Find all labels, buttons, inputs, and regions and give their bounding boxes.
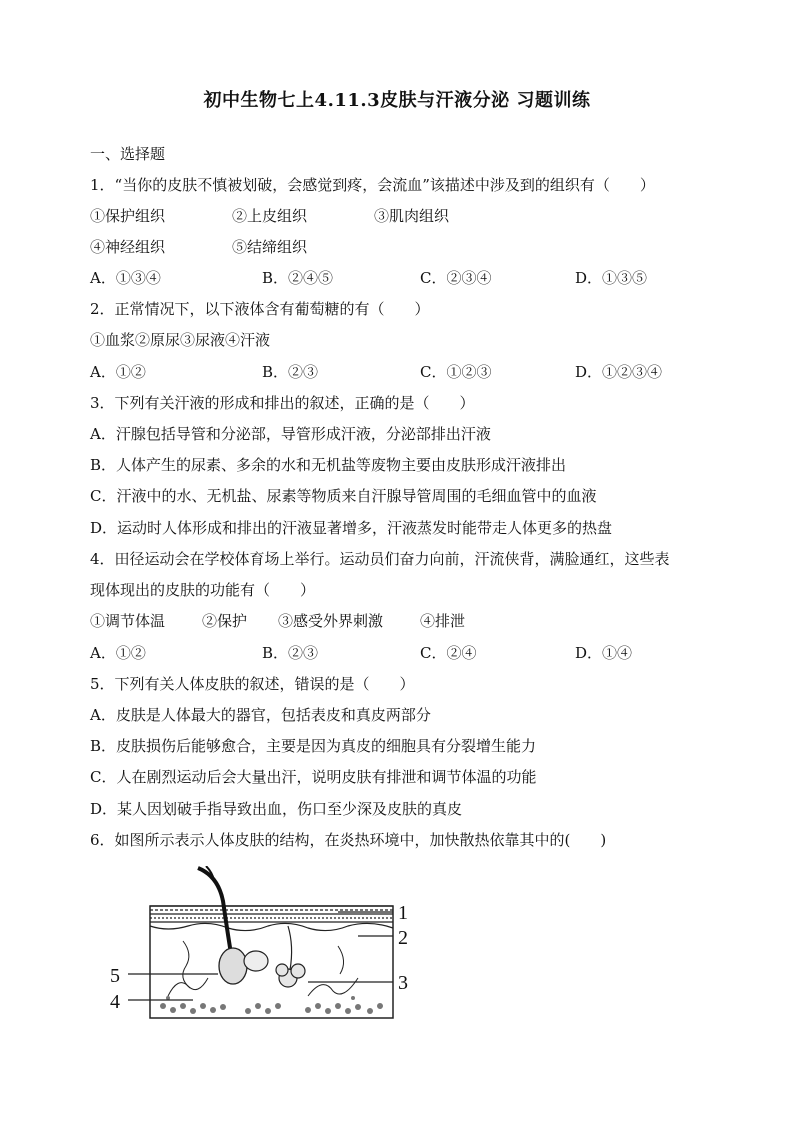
q4-option-d[interactable]: D．①④ bbox=[575, 644, 633, 662]
q2-option-b[interactable]: B．②③ bbox=[262, 363, 319, 381]
q4-option-a[interactable]: A．①② bbox=[90, 644, 146, 662]
q2-option-d[interactable]: D．①②③④ bbox=[575, 363, 663, 381]
figure-label-4: 4 bbox=[110, 991, 120, 1013]
q4-item-1: ①调节体温 bbox=[90, 612, 166, 630]
question-5-stem: 5．下列有关人体皮肤的叙述，错误的是（ ） bbox=[90, 675, 415, 693]
question-2-stem: 2．正常情况下，以下液体含有葡萄糖的有（ ） bbox=[90, 300, 430, 318]
subcutaneous-fat bbox=[160, 996, 383, 1014]
q4-item-4: ④排泄 bbox=[420, 612, 466, 630]
figure-label-3: 3 bbox=[398, 972, 408, 994]
question-1-stem: 1．“当你的皮肤不慎被划破，会感觉到疼，会流血”该描述中涉及到的组织有（ ） bbox=[90, 176, 655, 194]
q1-item-5: ⑤结缔组织 bbox=[232, 238, 308, 256]
q1-option-c[interactable]: C．②③④ bbox=[420, 269, 492, 287]
page-title: 初中生物七上4.11.3皮肤与汗液分泌 习题训练 bbox=[203, 90, 591, 111]
question-4-stem-line2: 现体现出的皮肤的功能有（ ） bbox=[90, 581, 316, 599]
figure-label-5: 5 bbox=[110, 965, 120, 987]
epidermis-layer bbox=[150, 906, 393, 931]
question-4-stem-line1: 4．田径运动会在学校体育场上举行。运动员们奋力向前，汗流侠背，满脸通红，这些表 bbox=[90, 550, 670, 568]
q1-item-4: ④神经组织 bbox=[90, 238, 166, 256]
q3-option-d[interactable]: D．运动时人体形成和排出的汗液显著增多，汗液蒸发时能带走人体更多的热盘 bbox=[90, 519, 613, 537]
q2-items: ①血浆②原尿③尿液④汗液 bbox=[90, 331, 271, 349]
q4-item-3: ③感受外界刺激 bbox=[278, 612, 384, 630]
q1-option-a[interactable]: A．①③④ bbox=[90, 269, 161, 287]
q1-option-b[interactable]: B．②④⑤ bbox=[262, 269, 334, 287]
figure-label-2: 2 bbox=[398, 927, 408, 949]
q3-option-b[interactable]: B．人体产生的尿素、多余的水和无机盐等废物主要由皮肤形成汗液排出 bbox=[90, 456, 567, 474]
q1-option-d[interactable]: D．①③⑤ bbox=[575, 269, 648, 287]
sweat-duct bbox=[288, 926, 292, 970]
q1-item-3: ③肌肉组织 bbox=[374, 207, 450, 225]
q5-option-b[interactable]: B．皮肤损伤后能够愈合，主要是因为真皮的细胞具有分裂增生能力 bbox=[90, 737, 537, 755]
q5-option-c[interactable]: C．人在剧烈运动后会大量出汗，说明皮肤有排泄和调节体温的功能 bbox=[90, 768, 537, 786]
figure-label-1: 1 bbox=[398, 902, 408, 924]
sebaceous-gland bbox=[244, 951, 268, 971]
q2-option-a[interactable]: A．①② bbox=[90, 363, 146, 381]
q4-option-c[interactable]: C．②④ bbox=[420, 644, 477, 662]
section-heading: 一、选择题 bbox=[90, 145, 166, 163]
hair-follicle bbox=[219, 948, 247, 984]
question-6-stem: 6．如图所示表示人体皮肤的结构，在炎热环境中，加快散热依靠其中的( ) bbox=[90, 831, 607, 849]
q4-option-b[interactable]: B．②③ bbox=[262, 644, 319, 662]
q2-option-c[interactable]: C．①②③ bbox=[420, 363, 492, 381]
q3-option-a[interactable]: A．汗腺包括导管和分泌部，导管形成汗液，分泌部排出汗液 bbox=[90, 425, 491, 443]
q5-option-d[interactable]: D．某人因划破手指导致出血，伤口至少深及皮肤的真皮 bbox=[90, 800, 463, 818]
q4-item-2: ②保护 bbox=[202, 612, 248, 630]
q5-option-a[interactable]: A．皮肤是人体最大的器官，包括表皮和真皮两部分 bbox=[90, 706, 431, 724]
skin-diagram bbox=[108, 866, 418, 1026]
skin-block-outline bbox=[150, 906, 393, 1018]
q1-item-2: ②上皮组织 bbox=[232, 207, 308, 225]
q1-item-1: ①保护组织 bbox=[90, 207, 166, 225]
q3-option-c[interactable]: C．汗液中的水、无机盐、尿素等物质来自汗腺导管周围的毛细血管中的血液 bbox=[90, 487, 597, 505]
question-3-stem: 3．下列有关汗液的形成和排出的叙述，正确的是（ ） bbox=[90, 394, 475, 412]
skin-structure-figure bbox=[108, 866, 418, 1026]
